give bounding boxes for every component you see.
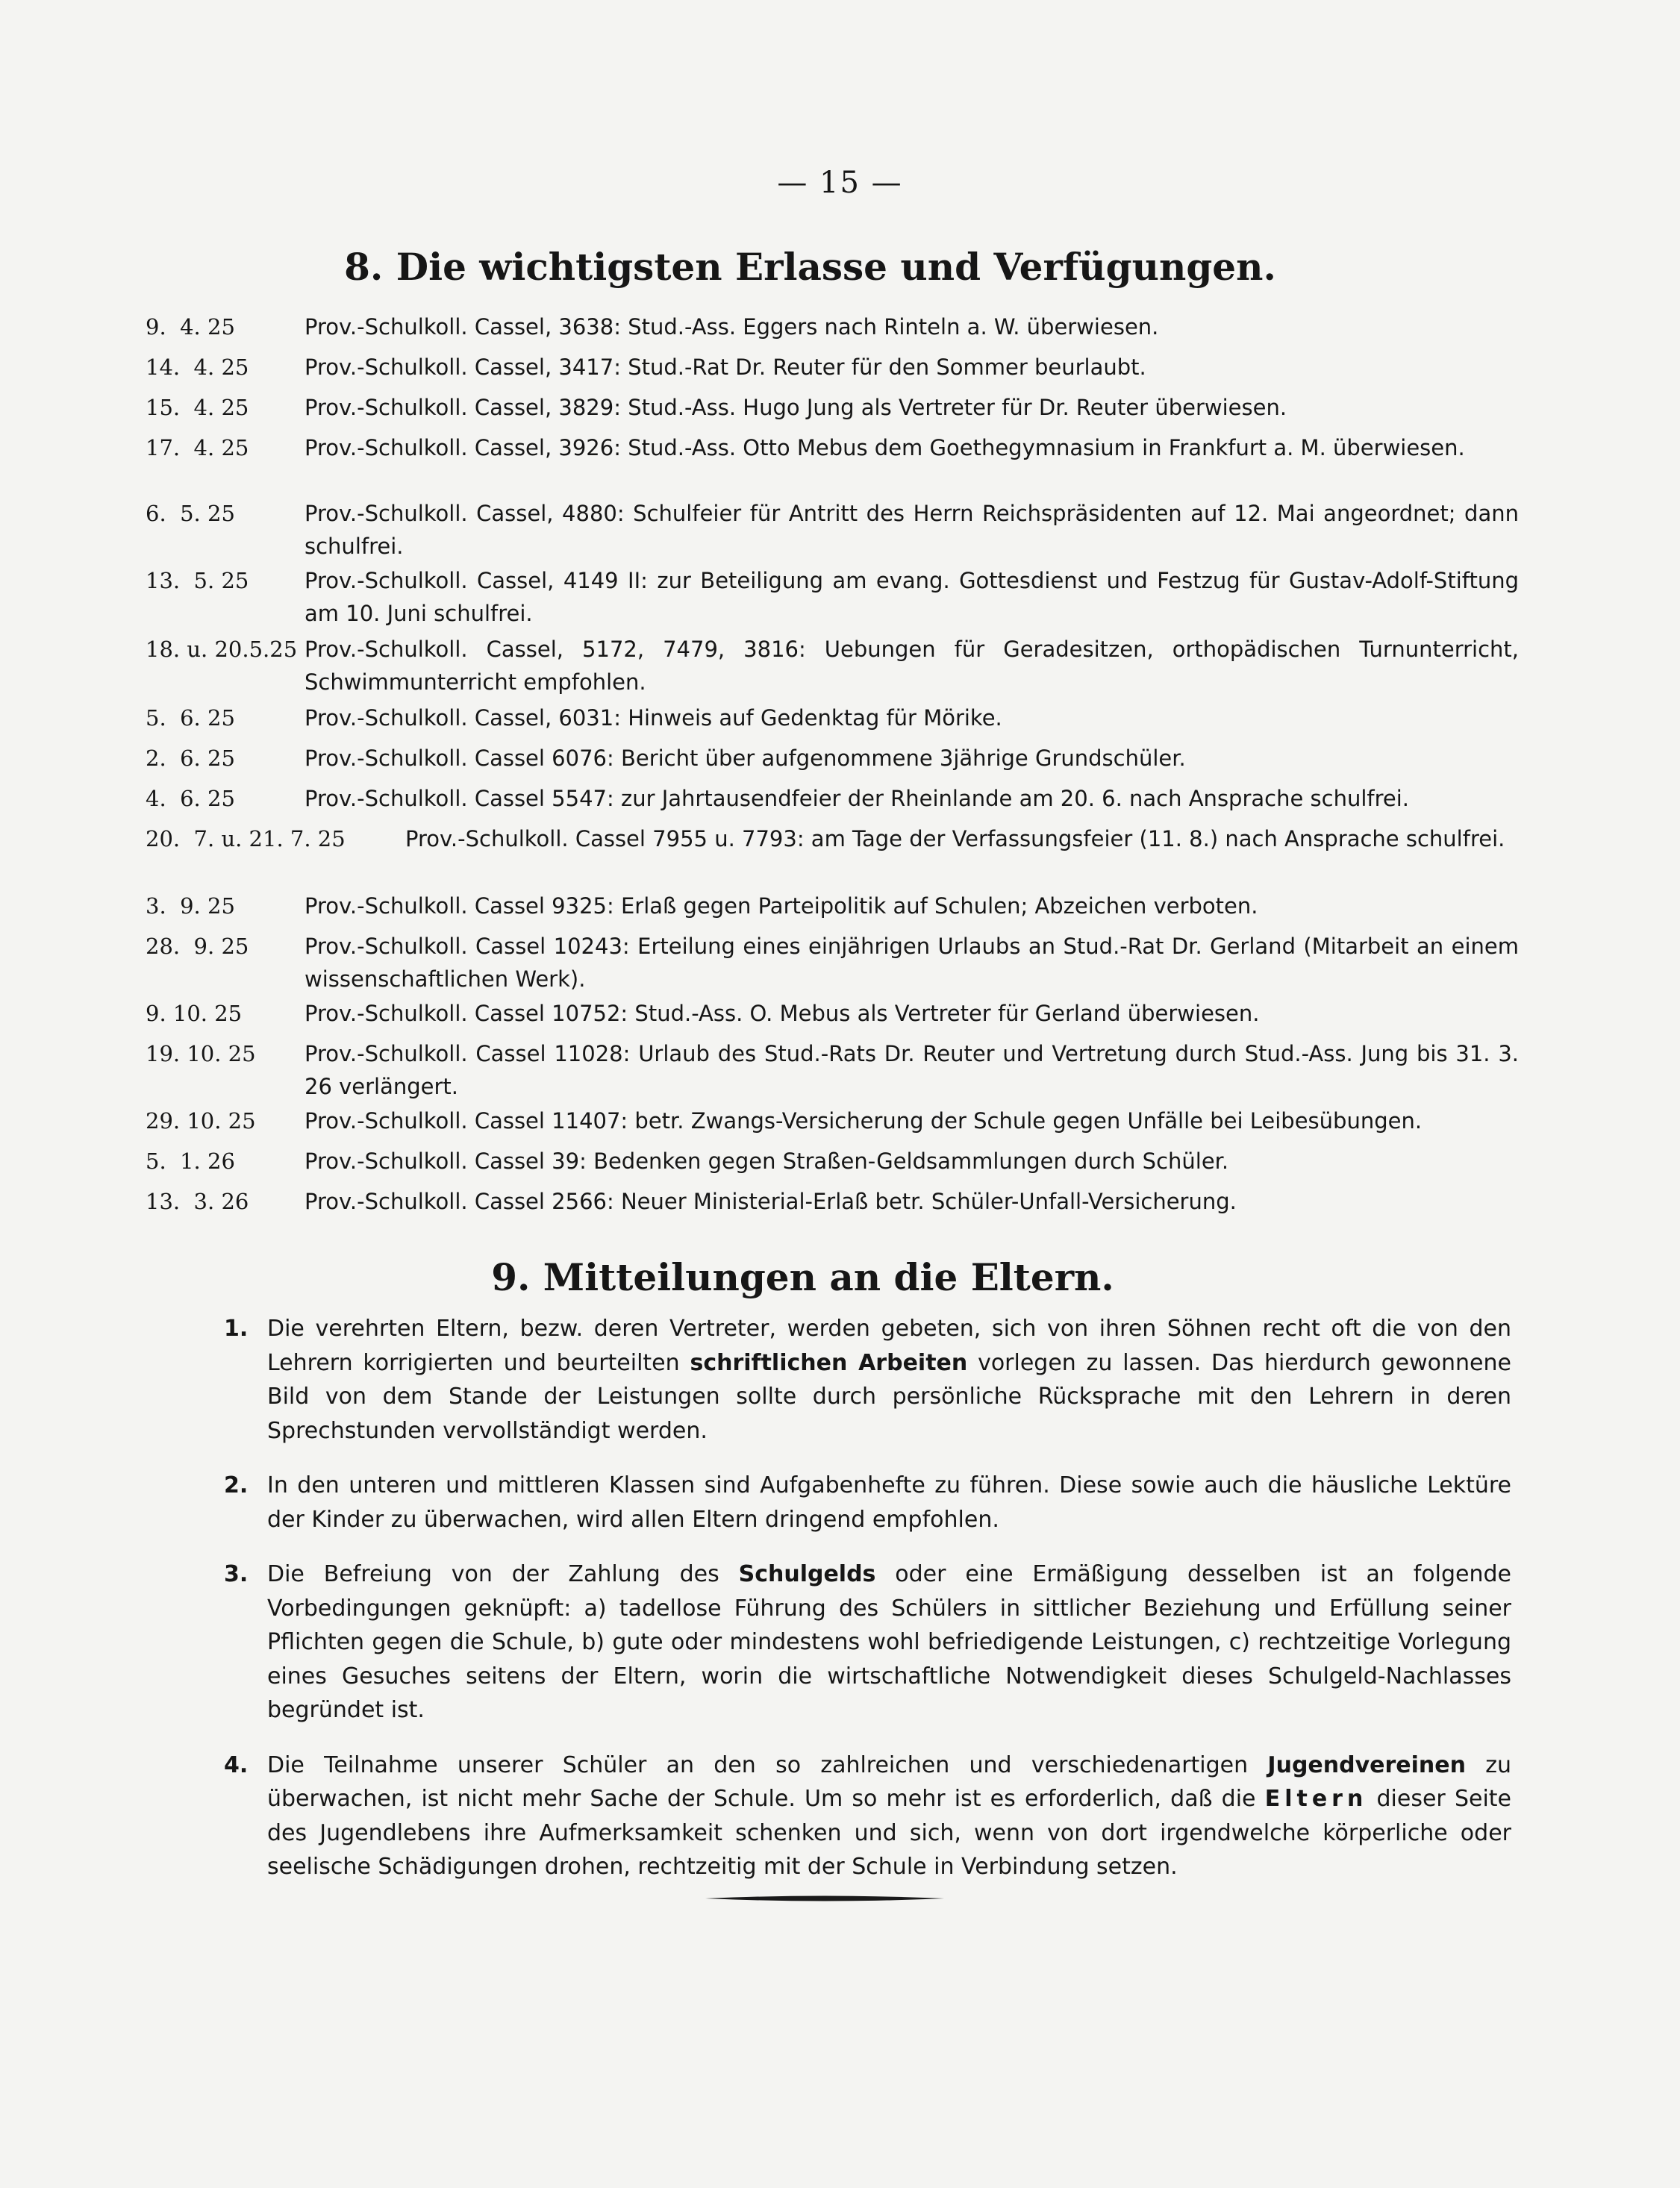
decree-item — [146, 1104, 1519, 1137]
decree-text: Prov.-Schulkoll. Cassel, 3417: Stud.-Rat Dr. Reuter für den Sommer beurlaubt. — [305, 354, 1146, 380]
note-item — [224, 1557, 1511, 1728]
decree-text: Prov.-Schulkoll. Cassel, 3926: Stud.-Ass. Otto Mebus dem Goethegymnasium in Frankfurt a. M. überwiesen. — [305, 435, 1465, 460]
decree-date: 13. 5. 25 — [146, 568, 249, 593]
decree-item — [146, 822, 1519, 855]
note-text — [267, 1469, 1511, 1537]
decree-item — [146, 890, 1519, 922]
decree-date: 9. 10. 25 — [146, 1001, 243, 1026]
note-emphasis: Jugendvereinen — [1267, 1751, 1466, 1778]
note-text-part: vorlegen zu lassen. Das hierdurch gewonnene Bild von dem Stande der Leistungen sollte durch persönliche Rücksprache mit den Lehrern in deren Sprechstunden vervollständigt werden. — [267, 1349, 1511, 1444]
decree-text: Prov.-Schulkoll. Cassel, 5172, 7479, 3816: Uebungen für Geradesitzen, orthopädischen Turnunterricht, Schwimmunterricht empfohlen. — [305, 637, 1519, 695]
decree-item — [146, 564, 1519, 630]
decree-date: 13. 3. 26 — [146, 1189, 249, 1214]
decree-text: Prov.-Schulkoll. Cassel 11407: betr. Zwangs-Versicherung der Schule gegen Unfälle bei Leibesübungen. — [305, 1108, 1423, 1134]
decree-item — [146, 1145, 1519, 1178]
note-item — [224, 1469, 1511, 1537]
note-text-part: In den unteren und mittleren Klassen sind Aufgabenhefte zu führen. Diese sowie auch die häusliche Lektüre der Kinder zu überwachen, wird allen Eltern dringend empfohlen. — [267, 1472, 1511, 1533]
decree-text: Prov.-Schulkoll. Cassel, 4149 II: zur Beteiligung am evang. Gottesdienst und Festzug für Gustav-Adolf-Stiftung am 10. Juni schulfrei. — [305, 568, 1519, 626]
decree-item — [146, 497, 1519, 563]
decree-date: 9. 4. 25 — [146, 314, 235, 340]
section-8-heading: 8. Die wichtigsten Erlasse und Verfügungen. — [344, 245, 1276, 289]
decree-item — [146, 782, 1519, 815]
decree-text: Prov.-Schulkoll. Cassel 7955 u. 7793: am Tage der Verfassungsfeier (11. 8.) nach Ansprache schulfrei. — [405, 826, 1505, 851]
decree-date: 14. 4. 25 — [146, 354, 249, 380]
decree-item — [146, 391, 1519, 424]
note-number: 1. — [224, 1316, 249, 1342]
note-emphasis-spaced: Eltern — [1264, 1786, 1368, 1812]
decree-text: Prov.-Schulkoll. Cassel, 6031: Hinweis auf Gedenktag für Mörike. — [305, 705, 1002, 731]
decree-text: Prov.-Schulkoll. Cassel 2566: Neuer Ministerial-Erlaß betr. Schüler-Unfall-Versicherung. — [305, 1189, 1237, 1214]
decree-item — [146, 633, 1519, 698]
note-item — [224, 1312, 1511, 1448]
note-number: 4. — [224, 1751, 249, 1778]
closing-ornament-rule — [705, 1893, 944, 1904]
note-emphasis: Schulgelds — [738, 1561, 876, 1587]
note-item — [224, 1748, 1511, 1884]
decree-text: Prov.-Schulkoll. Cassel 39: Bedenken gegen Straßen-Geldsammlungen durch Schüler. — [305, 1148, 1229, 1174]
decree-date: 17. 4. 25 — [146, 435, 249, 460]
decree-date: 6. 5. 25 — [146, 501, 235, 526]
note-text-part: Die Teilnahme unserer Schüler an den so zahlreichen und verschiedenartigen — [267, 1751, 1268, 1778]
section-9-heading: 9. Mitteilungen an die Eltern. — [491, 1255, 1114, 1299]
note-text-part: Die Befreiung von der Zahlung des — [267, 1561, 739, 1587]
decree-item — [146, 1037, 1519, 1103]
decree-text: Prov.-Schulkoll. Cassel 5547: zur Jahrtausendfeier der Rheinlande am 20. 6. nach Ansprache schulfrei. — [305, 786, 1410, 811]
decree-date: 2. 6. 25 — [146, 746, 235, 771]
decree-item — [146, 742, 1519, 775]
decree-date: 5. 6. 25 — [146, 705, 235, 731]
note-emphasis: schriftlichen Arbeiten — [690, 1349, 968, 1376]
decree-text: Prov.-Schulkoll. Cassel, 3638: Stud.-Ass. Eggers nach Rinteln a. W. überwiesen. — [305, 314, 1159, 340]
page-number: — 15 — — [777, 166, 903, 200]
decree-text: Prov.-Schulkoll. Cassel 11028: Urlaub des Stud.-Rats Dr. Reuter und Vertretung durch Stud.-Ass. Jung bis 31. 3. 26 verlängert. — [305, 1041, 1519, 1099]
decree-date: 18. u. 20.5.25 — [146, 637, 298, 662]
decree-date: 15. 4. 25 — [146, 395, 249, 420]
decree-item — [146, 701, 1519, 734]
note-text — [267, 1748, 1511, 1884]
decree-item — [146, 351, 1519, 384]
note-number: 2. — [224, 1472, 249, 1498]
note-text — [267, 1312, 1511, 1448]
decree-item — [146, 930, 1519, 995]
decree-item — [146, 431, 1519, 464]
decree-item — [146, 997, 1519, 1030]
decree-text: Prov.-Schulkoll. Cassel, 4880: Schulfeier für Antritt des Herrn Reichspräsidenten auf 12. Mai angeordnet; dann schulfrei. — [305, 501, 1519, 559]
decree-date: 4. 6. 25 — [146, 786, 235, 811]
decree-item — [146, 1185, 1519, 1218]
decree-date: 28. 9. 25 — [146, 934, 249, 959]
decree-date: 3. 9. 25 — [146, 893, 235, 919]
decree-date: 19. 10. 25 — [146, 1041, 256, 1066]
decree-text: Prov.-Schulkoll. Cassel 6076: Bericht über aufgenommene 3jährige Grundschüler. — [305, 746, 1186, 771]
note-text-part: dieser Seite des Jugendlebens ihre Aufmerksamkeit schenken und sich, wenn von dort irgendwelche körperliche oder seelische Schädigungen drohen, rechtzeitig mit der Schule in Verbindung setzen. — [267, 1786, 1511, 1880]
decree-text: Prov.-Schulkoll. Cassel, 3829: Stud.-Ass. Hugo Jung als Vertreter für Dr. Reuter überwiesen. — [305, 395, 1287, 420]
decree-date: 5. 1. 26 — [146, 1148, 235, 1174]
decree-date: 20. 7. u. 21. 7. 25 — [146, 826, 346, 851]
decree-text: Prov.-Schulkoll. Cassel 9325: Erlaß gegen Parteipolitik auf Schulen; Abzeichen verboten. — [305, 893, 1258, 919]
decree-date: 29. 10. 25 — [146, 1108, 256, 1134]
note-text-part: Die verehrten Eltern, bezw. deren Vertreter, werden gebeten, sich von ihren Söhnen recht oft die von den Lehrern korrigierten und beurteilten — [267, 1316, 1511, 1376]
parent-notes — [224, 1312, 1511, 1905]
note-number: 3. — [224, 1561, 249, 1587]
decree-text: Prov.-Schulkoll. Cassel 10752: Stud.-Ass. O. Mebus als Vertreter für Gerland überwiesen. — [305, 1001, 1260, 1026]
decree-item — [146, 310, 1519, 343]
note-text-part: zu überwachen, ist nicht mehr Sache der Schule. Um so mehr ist es erforderlich, daß die — [267, 1751, 1512, 1812]
decree-text: Prov.-Schulkoll. Cassel 10243: Erteilung eines einjährigen Urlaubs an Stud.-Rat Dr. Gerland (Mitarbeit an einem wissenschaftlichen Werk). — [305, 934, 1519, 992]
note-text — [267, 1557, 1511, 1728]
note-text-part: oder eine Ermäßigung desselben ist an folgende Vorbedingungen geknüpft: a) tadellose Führung des Schülers in sittlicher Beziehung und Erfüllung seiner Pflichten gegen die Schule, b) gute oder mindestens wohl befriedigende Leistungen, c) rechtzeitige Vorlegung eines Gesuches seitens der Eltern, worin die wirtschaftliche Notwendigkeit dieses Schulgeld-Nachlasses begründet ist. — [267, 1561, 1512, 1723]
